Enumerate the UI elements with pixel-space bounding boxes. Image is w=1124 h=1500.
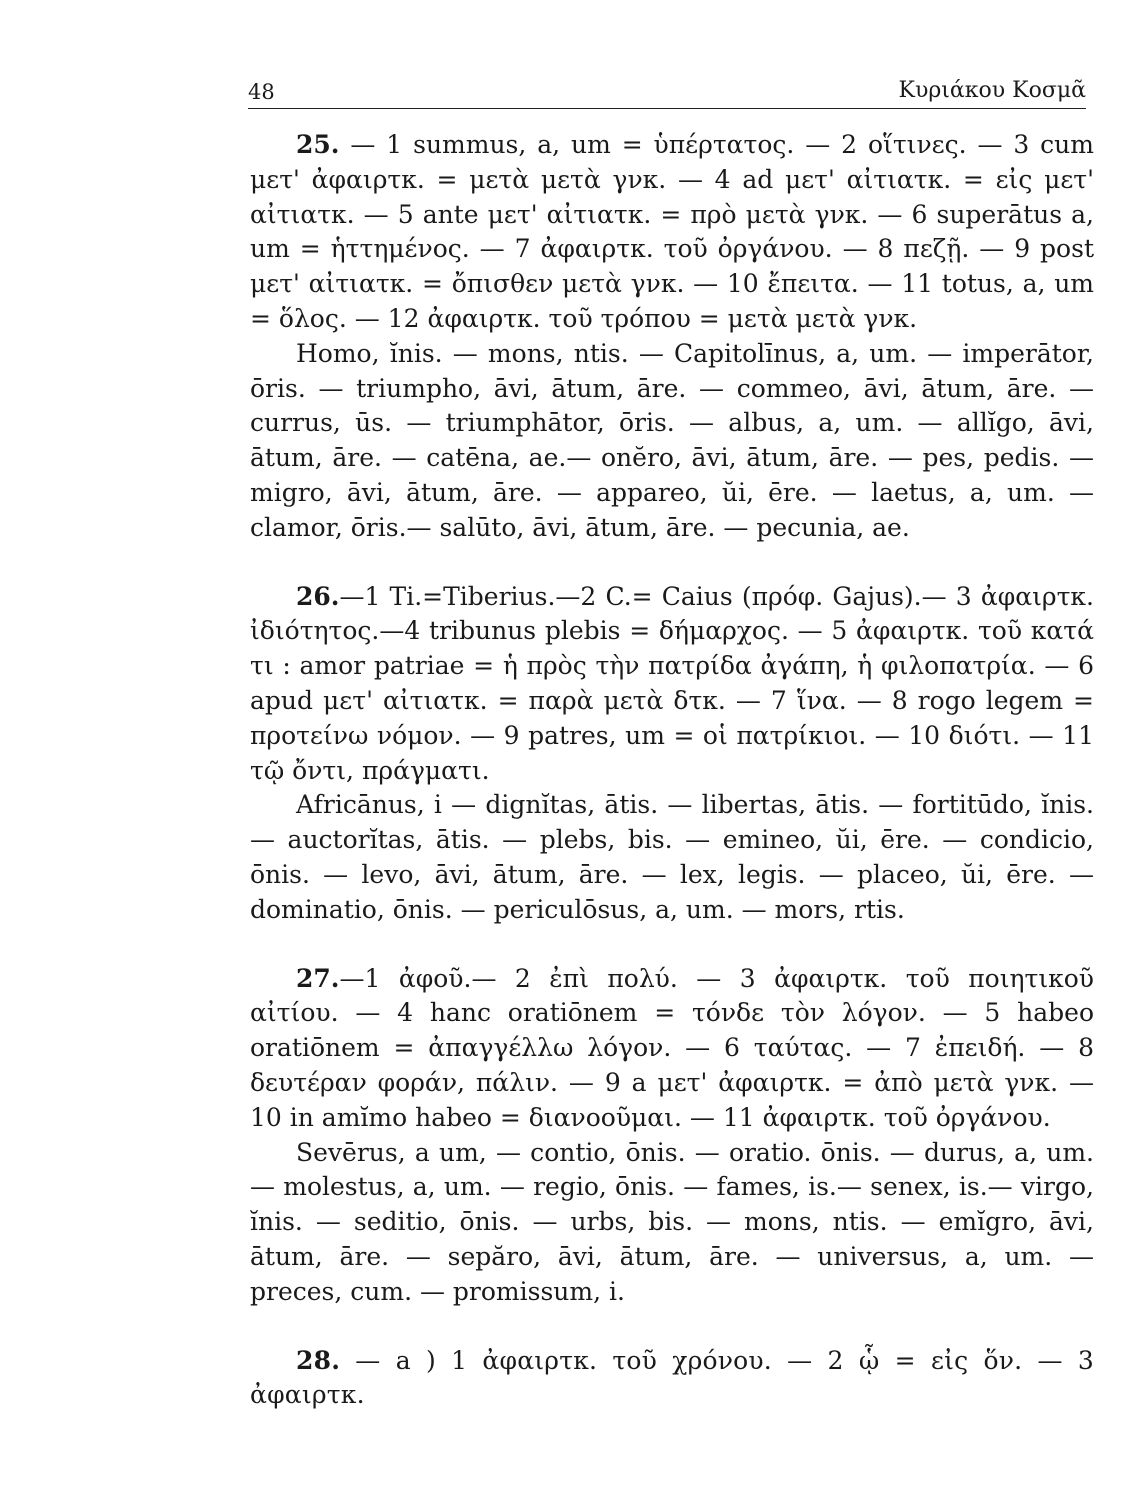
page-header [248,68,1086,109]
section-number: 25. [296,130,340,159]
section-number: 28. [296,1345,341,1375]
notes-text: — a ) 1 ἀφαιρτκ. τοῦ χρόνου. — 2 ᾧ = εἰς ὅν. — 3 ἀφαιρτκ. [250,1345,1094,1410]
notes-text: —1 ἀφοῦ.— 2 ἐπὶ πολύ. — 3 ἀφαιρτκ. τοῦ ποιητικοῦ αἰτίου. — 4 hanc oratiōnem = τόνδε τὸν λόγον. — 5 habeo oratiōnem = ἀπαγγέλλω λόγον. — 6 ταύτας. — 7 ἐπειδή. — 8 δευτέραν φοράν, πάλιν. — 9 a μετ' ἀφαιρτκ. = ἀπὸ μετὰ γνκ. — 10 in amĭmo habeo = διανοοῦμαι. — 11 ἀφαιρτκ. τοῦ ὀργάνου. [250,963,1094,1132]
section-notes [250,962,1094,1136]
section-25 [250,128,1094,546]
notes-text: — 1 summus, a, um = ὑπέρτατος. — 2 οἵτινες. — 3 cum μετ' ἀφαιρτκ. = μετὰ μετὰ γνκ. — 4 ad μετ' αἰτιατκ. = εἰς μετ' αἰτιατκ. — 5 ante μετ' αἰτιατκ. = πρὸ μετὰ γνκ. — 6 superātus a, um = ἡττημένος. — 7 ἀφαιρτκ. τοῦ ὀργάνου. — 8 πεζῇ. — 9 post μετ' αἰτιατκ. = ὄπισθεν μετὰ γνκ. — 10 ἔπειτα. — 11 totus, a, um = ὅλος. — 12 ἀφαιρτκ. τοῦ τρόπου = μετὰ μετὰ γνκ. [250,130,1094,333]
page-number: 48 [248,80,275,104]
section-26 [250,580,1094,928]
section-notes [250,128,1094,337]
section-number: 27. [296,963,340,993]
notes-text: —1 Ti.=Tiberius.—2 C.= Caius (πρόφ. Gajus).— 3 ἀφαιρτκ. ἰδιότητος.—4 tribunus plebis = δήμαρχος. — 5 ἀφαιρτκ. τοῦ κατά τι : amor patriae = ἡ πρὸς τὴν πατρίδα ἀγάπη, ἡ φιλοπατρία. — 6 apud μετ' αἰτιατκ. = παρὰ μετὰ δτκ. — 7 ἵνα. — 8 rogo legem = προτείνω νόμον. — 9 patres, um = οἱ πατρίκιοι. — 10 διότι. — 11 τῷ ὄντι, πράγματι. [250,581,1094,785]
section-27 [250,962,1094,1310]
page-body [250,128,1094,1413]
vocabulary-list: Africānus, i — dignĭtas, ātis. — libertas, ātis. — fortitūdo, ĭnis. — auctorĭtas, ātis. — plebs, bis. — emineo, ŭi, ēre. — condicio, ōnis. — levo, āvi, ātum, āre. — lex, legis. — placeo, ŭi, ēre. — dominatio, ōnis. — periculōsus, a, um. — mors, rtis. [250,790,1094,924]
running-title: Κυριάκου Κοσμᾶ [898,78,1086,103]
vocabulary-list: Sevērus, a um, — contio, ōnis. — oratio. ōnis. — durus, a, um. — molestus, a, um. — regio, ōnis. — fames, is.— senex, is.— virgo, ĭnis. — seditio, ōnis. — urbs, bis. — mons, ntis. — emĭgro, āvi, ātum, āre. — sepăro, āvi, ātum, āre. — universus, a, um. — preces, cum. — promissum, i. [250,1137,1094,1306]
section-notes [250,1344,1094,1414]
section-number: 26. [296,581,340,611]
vocabulary-list: Homo, ĭnis. — mons, ntis. — Capitolīnus, a, um. — imperātor, ōris. — triumpho, āvi, ātum, āre. — commeo, āvi, ātum, āre. — currus, ūs. — triumphātor, ōris. — albus, a, um. — allĭgo, āvi, ātum, āre. — catēna, ae.— onĕro, āvi, ātum, āre. — pes, pedis. — migro, āvi, ātum, āre. — appareo, ŭi, ēre. — laetus, a, um. — clamor, ōris.— salūto, āvi, ātum, āre. — pecunia, ae. [250,338,1094,542]
section-28 [250,1344,1094,1414]
section-notes [250,580,1094,789]
